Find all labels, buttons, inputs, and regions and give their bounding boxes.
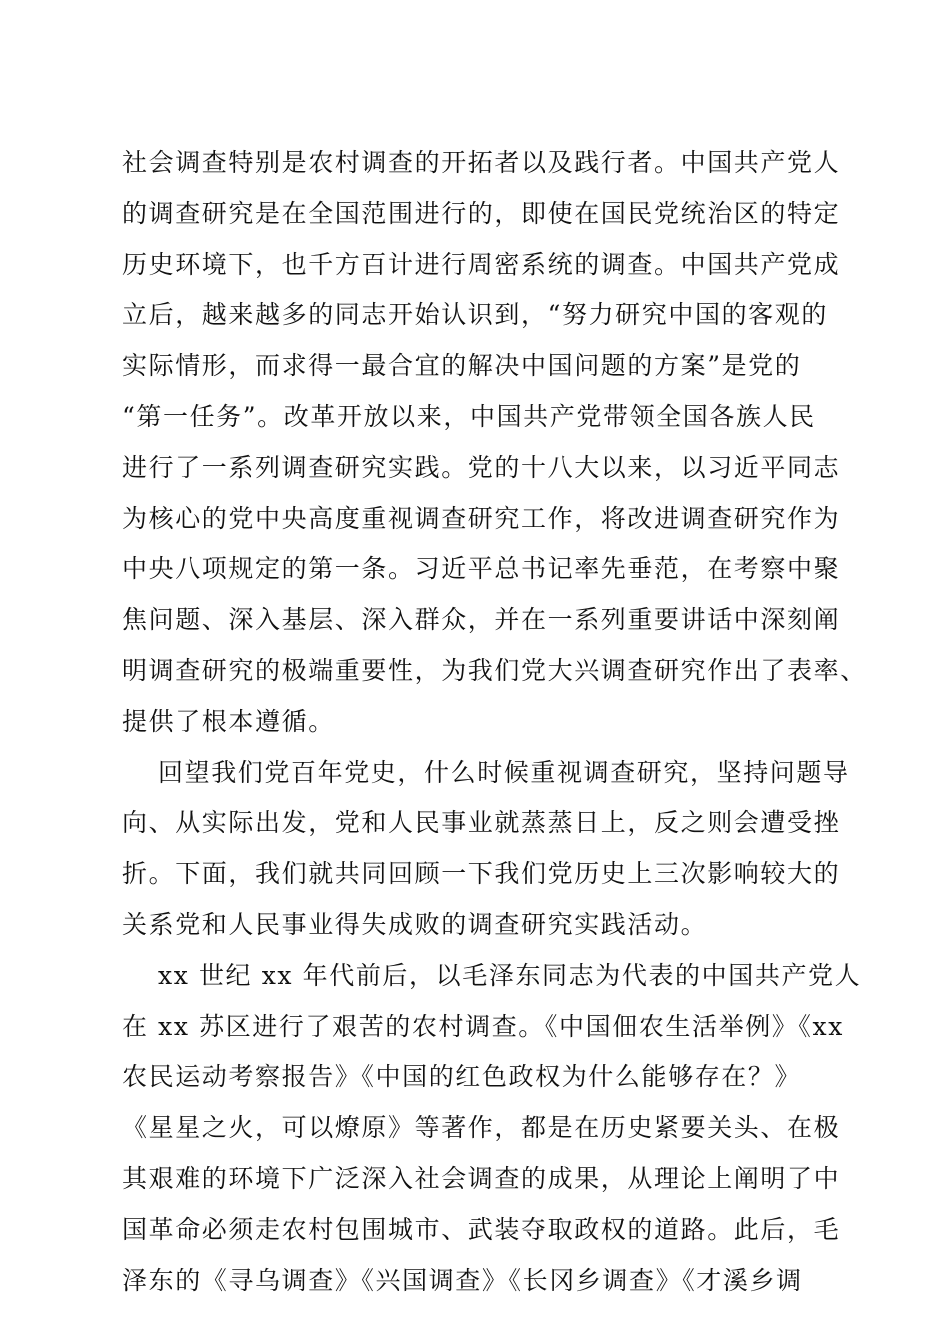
- text-line: 泽东的《寻乌调查》《兴国调查》《长冈乡调查》《才溪乡调: [122, 1265, 803, 1295]
- text-line: “第一任务”。改革开放以来，中国共产党带领全国各族人民: [122, 401, 816, 431]
- text-line: 的调查研究是在全国范围进行的，即使在国民党统治区的特定: [122, 198, 841, 228]
- text-line: 明调查研究的极端重要性，为我们党大兴调查研究作出了表率、: [122, 655, 867, 685]
- text-line: 提供了根本遵循。: [122, 706, 335, 736]
- text-line: 立后，越来越多的同志开始认识到，“努力研究中国的客观的: [122, 300, 828, 330]
- text-line: 在 xx 苏区进行了艰苦的农村调查。《中国佃农生活举例》《xx: [122, 1011, 844, 1041]
- text-line: 历史环境下，也千方百计进行周密系统的调查。中国共产党成: [122, 249, 841, 279]
- text-line: 进行了一系列调查研究实践。党的十八大以来，以习近平同志: [122, 452, 841, 482]
- paragraph-start-line: xx 世纪 xx 年代前后，以毛泽东同志为代表的中国共产党人: [158, 960, 862, 990]
- text-line: 中央八项规定的第一条。习近平总书记率先垂范，在考察中聚: [122, 554, 841, 584]
- text-line: 其艰难的环境下广泛深入社会调查的成果，从理论上阐明了中: [122, 1163, 841, 1193]
- text-line: 向、从实际出发，党和人民事业就蒸蒸日上，反之则会遭受挫: [122, 808, 841, 838]
- text-line: 国革命必须走农村包围城市、武装夺取政权的道路。此后，毛: [122, 1214, 841, 1244]
- text-line: 社会调查特别是农村调查的开拓者以及践行者。中国共产党人: [122, 148, 841, 177]
- text-line: 为核心的党中央高度重视调查研究工作，将改进调查研究作为: [122, 503, 841, 533]
- paragraph-start-line: 回望我们党百年党史，什么时候重视调查研究，坚持问题导: [158, 757, 850, 787]
- body-text: [122, 138, 867, 1306]
- text-line: 焦问题、深入基层、深入群众，并在一系列重要讲话中深刻阐: [122, 605, 841, 635]
- text-line: 实际情形，而求得一最合宜的解决中国问题的方案”是党的: [122, 351, 802, 381]
- text-line: 折。下面，我们就共同回顾一下我们党历史上三次影响较大的: [122, 859, 841, 889]
- text-line: 关系党和人民事业得失成败的调查研究实践活动。: [122, 909, 708, 939]
- text-line: 农民运动考察报告》《中国的红色政权为什么能够存在？》: [122, 1062, 802, 1092]
- text-line: 《星星之火，可以燎原》等著作，都是在历史紧要关头、在极: [122, 1113, 841, 1143]
